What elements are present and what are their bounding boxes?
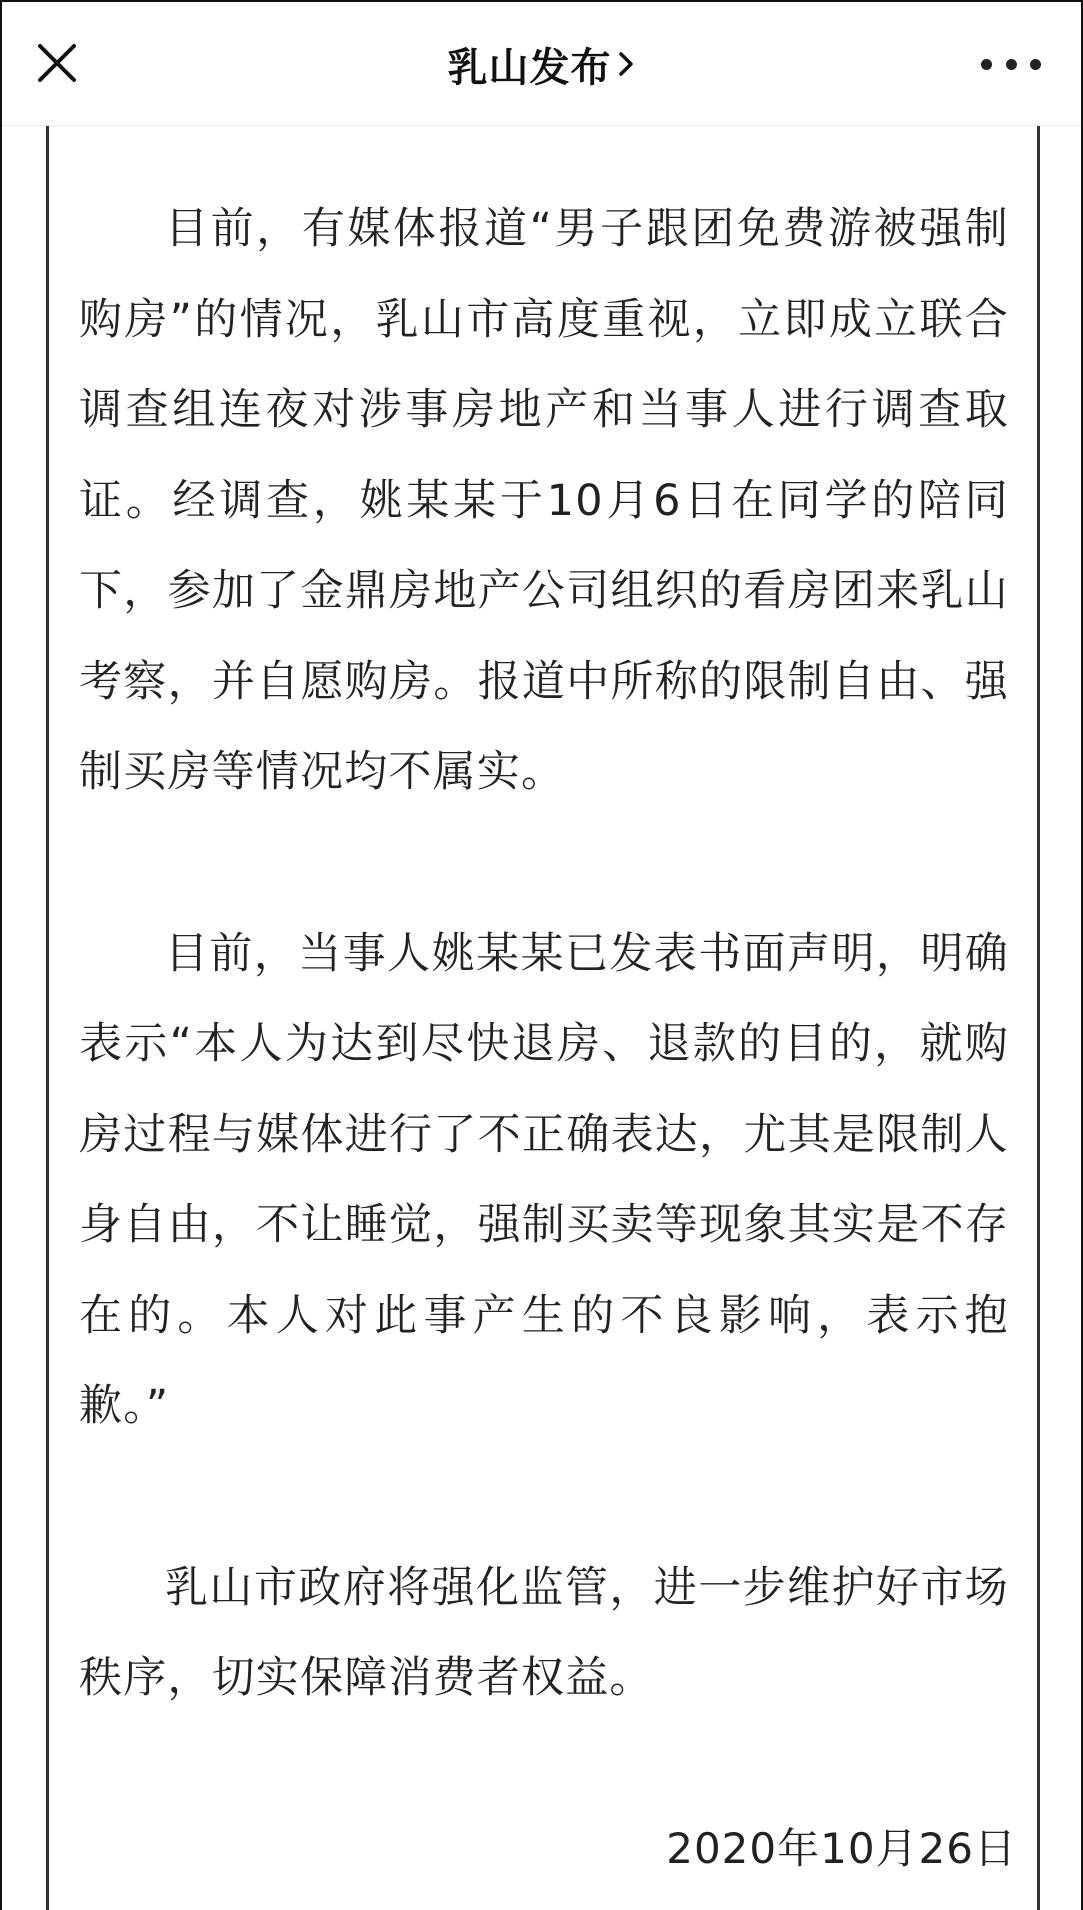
article-date: 2020年10月26日 [666, 1824, 1017, 1873]
more-dots-icon [1030, 59, 1041, 70]
article-paragraph: 乳山市政府将强化监管，进一步维护好市场秩序，切实保障消费者权益。 [79, 1562, 1009, 1703]
article-body [79, 184, 1009, 1724]
article-paragraph: 目前，有媒体报道“男子跟团免费游被强制购房”的情况，乳山市高度重视，立即成立联合调查组连夜对涉事房地产和当事人进行调查取证。经调查，姚某某于10月6日在同学的陪同下，参加了金鼎房地产公司组织的看房团来乳山考察，并自愿购房。报道中所称的限制自由、强制买房等情况均不属实。 [79, 204, 1009, 797]
top-navbar [2, 2, 1081, 126]
article-frame [46, 126, 1040, 1910]
account-title: 乳山发布 [447, 44, 612, 91]
article-paragraph: 目前，当事人姚某某已发表书面声明，明确表示“本人为达到尽快退房、退款的目的，就购房过程与媒体进行了不正确表达，尤其是限制人身自由，不让睡觉，强制买卖等现象其实是不存在的。本人对此事产生的不良影响，表示抱歉。” [79, 928, 1009, 1431]
more-dots-icon [1006, 59, 1017, 70]
more-dots-icon [981, 59, 992, 70]
account-title-link[interactable] [2, 32, 1081, 96]
chevron-right-icon [616, 44, 636, 84]
more-options-button[interactable] [981, 46, 1041, 82]
